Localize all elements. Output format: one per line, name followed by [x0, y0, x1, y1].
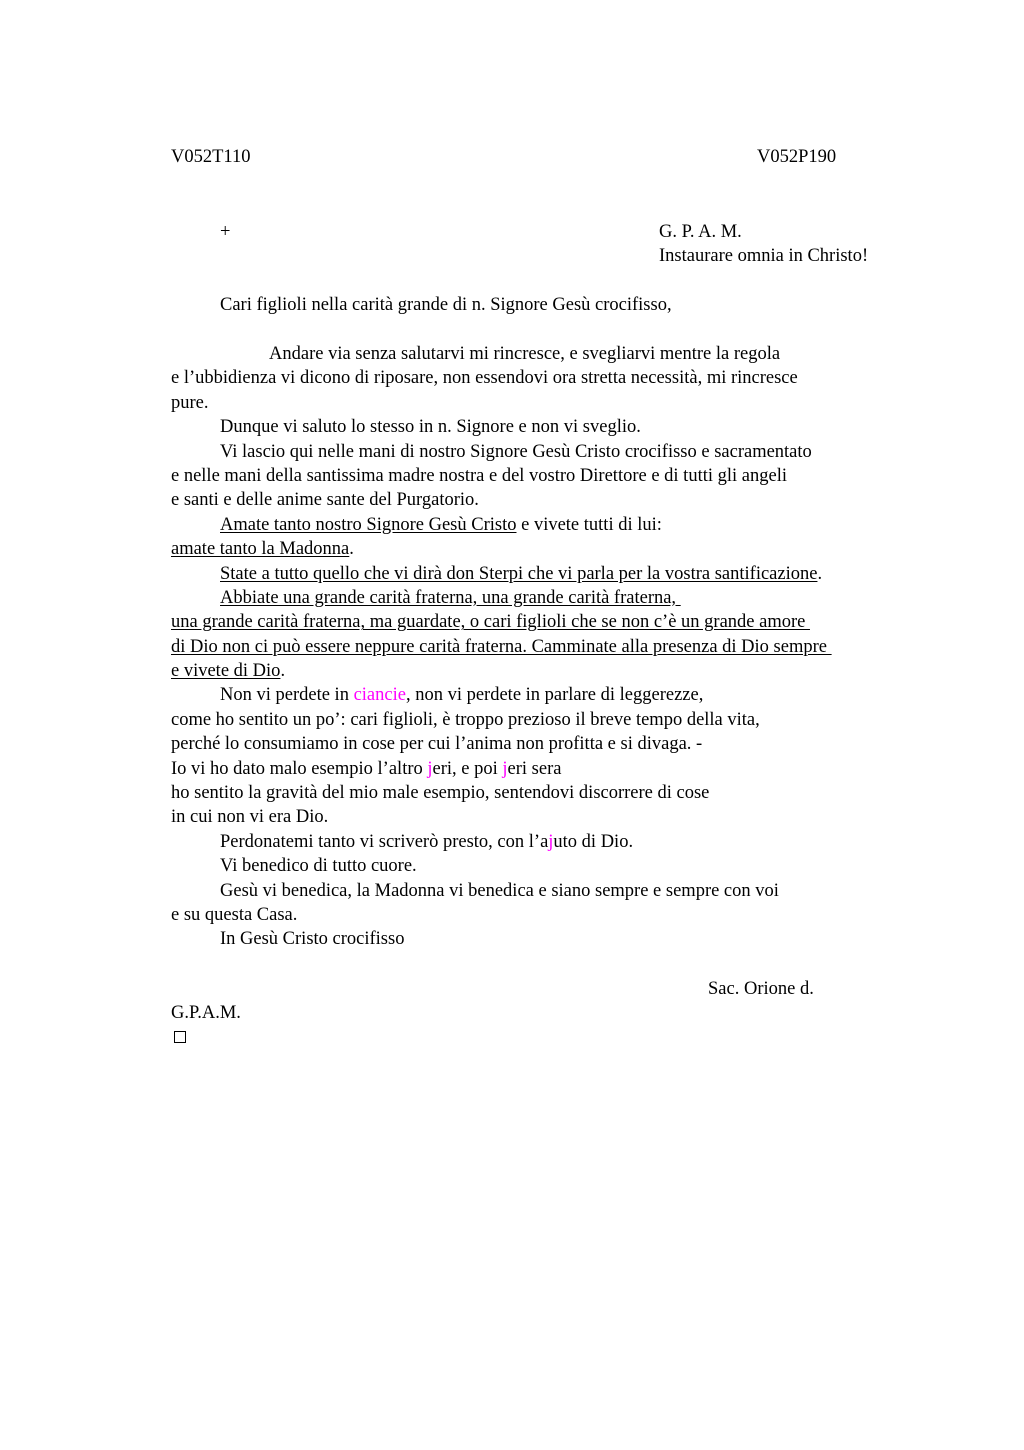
body-line: Dunque vi saluto lo stesso in n. Signore e non vi sveglio. — [220, 417, 641, 438]
body-line — [171, 635, 931, 659]
body-line: pure. — [171, 392, 209, 413]
body-line: Gesù vi benedica, la Madonna vi benedica e siano sempre e sempre con voi — [220, 880, 779, 901]
footer-initials: G.P.A.M. — [171, 1003, 241, 1023]
body-line: e nelle mani della santissima madre nostra e del vostro Direttore e di tutti gli angeli — [171, 465, 787, 486]
plain-text: eri sera — [507, 758, 562, 779]
body-line — [171, 562, 931, 586]
body-line — [171, 659, 931, 683]
heading-initials: G. P. A. M. — [659, 222, 742, 242]
body-line: come ho sentito un po’: cari figlioli, è troppo prezioso il breve tempo della vita, — [171, 709, 760, 730]
plain-text: . — [349, 539, 354, 560]
underlined-text: amate tanto la Madonna — [171, 539, 350, 560]
body-line — [171, 610, 931, 634]
body-line — [171, 830, 931, 854]
underlined-text: una grande carità fraterna, ma guardate, o cari figlioli che se non c’è un grande amore — [171, 612, 810, 633]
body-line — [171, 537, 931, 561]
plain-text: eri, e poi — [432, 758, 503, 779]
body-line: Vi benedico di tutto cuore. — [220, 856, 417, 877]
cross-mark: + — [220, 222, 231, 242]
body-line — [171, 513, 931, 537]
highlighted-letter: j — [548, 831, 554, 852]
document-code-left: V052T110 — [171, 147, 251, 167]
plain-text: Io vi ho dato malo esempio l’altro — [171, 758, 428, 779]
underlined-text: Abbiate una grande carità fraterna, una grande carità fraterna, — [220, 587, 681, 608]
body-line: e l’ubbidienza vi dicono di riposare, non essendovi ora stretta necessità, mi rincresce — [171, 368, 798, 389]
plain-text: Perdonatemi tanto vi scriverò presto, con l’a — [220, 831, 549, 852]
body-line: perché lo consumiamo in cose per cui l’anima non profitta e si divaga. - — [171, 734, 703, 755]
signature: Sac. Orione d. — [708, 979, 814, 999]
highlighted-letter: j — [502, 758, 508, 779]
salutation: Cari figlioli nella carità grande di n. Signore Gesù crocifisso, — [220, 295, 672, 315]
document-code-right: V052P190 — [757, 147, 837, 167]
plain-text: uto di Dio. — [553, 831, 634, 852]
body-line — [171, 757, 931, 781]
underlined-text: e vivete di Dio — [171, 661, 281, 682]
body-line — [171, 586, 931, 610]
underlined-text: State a tutto quello che vi dirà don Sterpi che vi parla per la vostra santificazione — [220, 563, 818, 584]
highlighted-letter: j — [427, 758, 433, 779]
plain-text: , non vi perdete in parlare di leggerezze, — [405, 685, 704, 706]
plain-text: . — [280, 661, 286, 682]
heading-motto: Instaurare omnia in Christo! — [659, 246, 869, 266]
plain-text: e vivete tutti di lui: — [516, 514, 662, 535]
body-line: e su questa Casa. — [171, 904, 298, 925]
checkbox-square-icon — [174, 1031, 186, 1043]
body-line: In Gesù Cristo crocifisso — [220, 929, 405, 950]
body-line: in cui non vi era Dio. — [171, 807, 329, 828]
underlined-text: Amate tanto nostro Signore Gesù Cristo — [220, 514, 517, 535]
body-line: e santi e delle anime sante del Purgatorio. — [171, 490, 479, 511]
letter-body — [171, 342, 931, 952]
underlined-text: di Dio non ci può essere neppure carità fraterna. Camminate alla presenza di Dio sempre — [171, 636, 832, 657]
plain-text: Non vi perdete in — [220, 685, 354, 706]
body-line: Vi lascio qui nelle mani di nostro Signore Gesù Cristo crocifisso e sacramentato — [220, 441, 812, 462]
highlighted-word: ciancie — [353, 685, 406, 706]
body-line: Andare via senza salutarvi mi rincresce, e svegliarvi mentre la regola — [269, 344, 781, 364]
plain-text: . — [817, 563, 823, 584]
body-line: ho sentito la gravità del mio male esempio, sentendovi discorrere di cose — [171, 783, 710, 804]
body-line — [171, 683, 931, 707]
